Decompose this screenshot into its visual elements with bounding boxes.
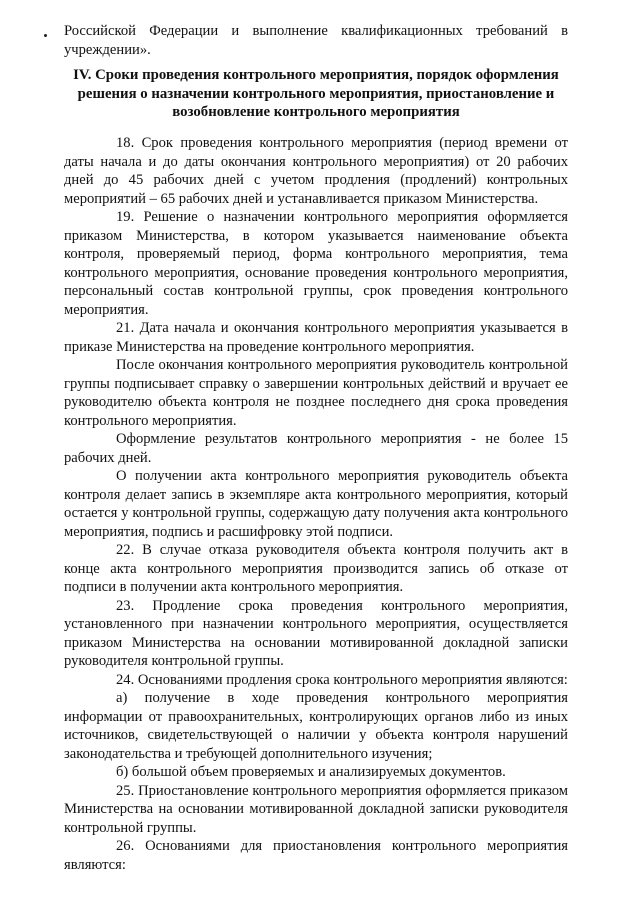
paragraph-25: 25. Приостановление контрольного мероприятия оформляется приказом Министерства на основании мотивированной докладной записки руководителя контрольной группы. [64,782,568,836]
paragraph-21: 21. Дата начала и окончания контрольного мероприятия указывается в приказе Министерства на проведение контрольного мероприятия. [64,320,568,355]
paragraph-24: 24. Основаниями продления срока контрольного мероприятия являются: [116,671,568,688]
paragraph-26: 26. Основаниями для приостановления контрольного мероприятия являются: [64,838,568,873]
paragraph-results-term: Оформление результатов контрольного мероприятия - не более 15 рабочих дней. [64,431,568,466]
section-body [64,134,568,874]
paragraph-24-a: а) получение в ходе проведения контрольного мероприятия информации от правоохранительных, контролирующих органов либо из иных источников, свидетельствующей о наличии у объекта контроля нарушений законодательства и требующей дополнительного изучения; [64,690,568,762]
paragraph-act-receipt: О получении акта контрольного мероприятия руководитель объекта контроля делает запись в экземпляре акта контрольного мероприятия, который остается у контрольной группы, содержащую дату получения акта контрольного мероприятия, подпись и расшифровку этой подписи. [64,468,568,540]
paragraph-24-b: б) большой объем проверяемых и анализируемых документов. [116,764,506,780]
paragraph-22: 22. В случае отказа руководителя объекта контроля получить акт в конце акта контрольного мероприятия производится запись об отказе от подписи в получении акта контрольного мероприятия. [64,542,568,595]
paragraph-18: 18. Срок проведения контрольного мероприятия (период времени от даты начала и до даты окончания контрольного мероприятия) от 20 рабочих дней до 45 рабочих дней с учетом продления (продлений) контрольных мероприятий – 65 рабочих дней и устанавливается приказом Министерства. [64,135,568,207]
paragraph-23: 23. Продление срока проведения контрольного мероприятия, установленного при назначении контрольного мероприятия, осуществляется приказом Министерства на основании мотивированной докладной записки руководителя контрольной группы. [64,597,568,669]
section-heading: IV. Сроки проведения контрольного мероприятия, порядок оформления решения о назначении контрольного мероприятия, приостановление и возобновление контрольного мероприятия [73,67,559,120]
paragraph-after-completion: После окончания контрольного мероприятия руководитель контрольной группы подписывает справку о завершении контрольных действий и вручает ее руководителю объекта контроля не позднее последнего дня срока проведения контрольного мероприятия. [64,357,568,429]
intro-fragment: Российской Федерации и выполнение квалификационных требований в учреждении». [64,23,568,58]
scan-artifact-dot [44,34,47,37]
paragraph-19: 19. Решение о назначении контрольного мероприятия оформляется приказом Министерства, в котором указывается наименование объекта контроля, проверяемый период, форма контрольного мероприятия, тема контрольного мероприятия, основание проведения контрольного мероприятия, персональный состав контрольной группы, срок проведения контрольного мероприятия. [64,209,568,318]
